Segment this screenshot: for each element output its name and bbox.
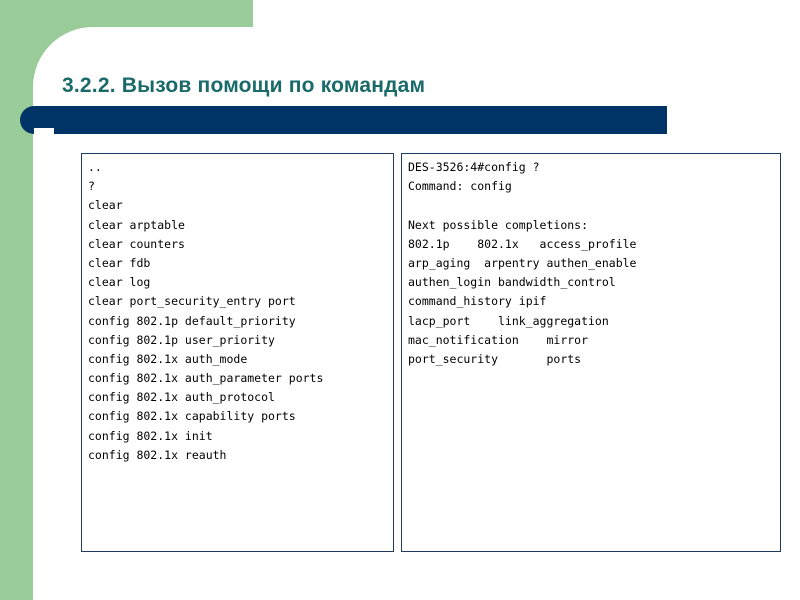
cli-line: Command: config (408, 179, 512, 194)
command-line: ? (88, 179, 95, 194)
title-underline-bar (20, 106, 667, 134)
cli-line: mac_notification mirror (408, 332, 589, 347)
cli-line: authen_login bandwidth_control (408, 275, 616, 290)
cli-line: lacp_port link_aggregation (408, 313, 609, 328)
command-line: config 802.1x auth_parameter ports (88, 371, 324, 386)
command-line: .. (88, 160, 102, 174)
command-line: config 802.1x init (88, 428, 213, 443)
cli-line: Next possible completions: (408, 217, 589, 232)
cli-line: port_security ports (408, 351, 582, 366)
cli-output-panel (401, 153, 781, 552)
command-line: clear (88, 198, 123, 213)
command-line: config 802.1x capability ports (88, 409, 296, 424)
slide-title: 3.2.2. Вызов помощи по командам (62, 74, 426, 97)
command-line: config 802.1p default_priority (88, 313, 296, 328)
command-line: clear port_security_entry port (88, 294, 296, 309)
cli-line (408, 196, 780, 215)
command-line: config 802.1x reauth (88, 447, 227, 462)
command-line: clear fdb (88, 255, 151, 270)
cli-line: 802.1p 802.1x access_profile (408, 236, 637, 251)
command-line: clear log (88, 275, 151, 290)
title-bar-notch (34, 128, 54, 135)
cli-line: DES-3526:4#config ? (408, 160, 540, 174)
command-line: config 802.1p user_priority (88, 332, 275, 347)
command-list-panel (81, 153, 394, 552)
command-line: config 802.1x auth_mode (88, 351, 248, 366)
command-line: config 802.1x auth_protocol (88, 390, 275, 405)
cli-line: command_history ipif (408, 294, 547, 309)
command-line: clear arptable (88, 217, 185, 232)
cli-line: arp_aging arpentry authen_enable (408, 255, 637, 270)
command-line: clear counters (88, 236, 185, 251)
